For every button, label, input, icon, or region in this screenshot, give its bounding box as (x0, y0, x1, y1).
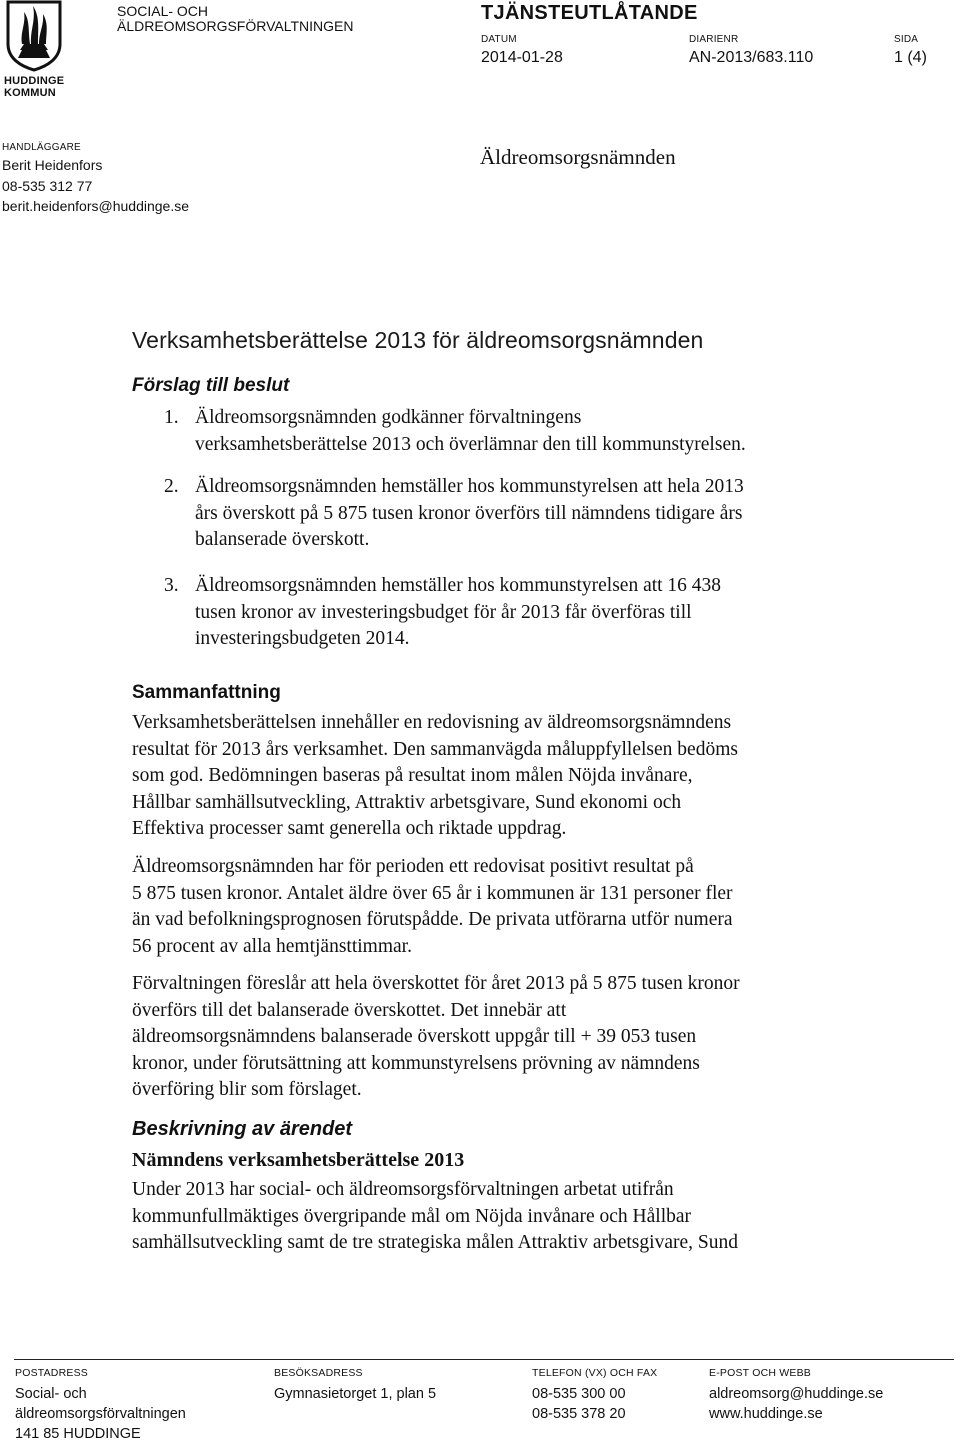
summary-paragraph-1: Verksamhetsberättelsen innehåller en redovisning av äldreomsorgsnämndens resultat för 2013 års verksamhet. Den sammanvägda måluppfyllelsen bedöms som god. Bedömningen baseras på resultat inom målen Nöjda invånare, Hållbar samhällsutveckling, Attraktiv arbetsgivare, Sund ekonomi och Effektiva processer samt generella och riktade uppdrag. (132, 712, 738, 839)
proposal-item-number: 3. (164, 575, 179, 596)
summary-paragraph-3: Förvaltningen föreslår att hela överskottet för året 2013 på 5 875 tusen kronor överförs till det balanserade överskottet. Det innebär att äldreomsorgsnämndens balanserade överskott uppgår till + 39 053 tusen kronor, under förutsättning att kommunstyrelsens prövning av nämndens överföring blir som förslaget. (132, 973, 740, 1100)
footer-postal-address: Social- och äldreomsorgsförvaltningen 141 85 HUDDINGE (15, 1386, 186, 1442)
footer-divider (14, 1359, 954, 1360)
proposal-heading: Förslag till beslut (132, 375, 290, 396)
org-name-line1: SOCIAL- OCH (117, 3, 209, 19)
document-type: TJÄNSTEUTLÅTANDE (481, 2, 698, 24)
proposal-item-number: 2. (164, 476, 179, 497)
description-heading: Beskrivning av ärendet (132, 1118, 353, 1140)
handler-name: Berit Heidenfors (2, 157, 103, 173)
document-date: 2014-01-28 (481, 49, 563, 66)
proposal-item-text: Äldreomsorgsnämnden godkänner förvaltningens verksamhetsberättelse 2013 och överlämnar den till kommunstyrelsen. (195, 407, 746, 455)
logo-line1: HUDDINGE (4, 75, 65, 87)
proposal-item-text: Äldreomsorgsnämnden hemställer hos kommunstyrelsen att hela 2013 års överskott på 5 875 tusen kronor överförs till nämndens tidigare års balanserade överskott. (195, 476, 744, 550)
municipality-logo (4, 0, 64, 100)
proposal-item-text: Äldreomsorgsnämnden hemställer hos kommunstyrelsen att 16 438 tusen kronor av investeringsbudget för år 2013 får överföras till investeringsbudgeten 2014. (195, 575, 722, 649)
footer-postal-label: POSTADRESS (15, 1367, 88, 1379)
recipient: Äldreomsorgsnämnden (480, 145, 676, 169)
document-title: Verksamhetsberättelse 2013 för äldreomsorgsnämnden (132, 327, 704, 353)
dnr-label: DIARIENR (689, 34, 739, 45)
page-number: 1 (4) (894, 49, 927, 66)
footer-visit-label: BESÖKSADRESS (274, 1367, 363, 1379)
footer-visit-address: Gymnasietorget 1, plan 5 (274, 1386, 437, 1402)
proposal-item-1 (164, 405, 904, 461)
document-dnr: AN-2013/683.110 (689, 49, 814, 66)
handler-email[interactable]: berit.heidenfors@huddinge.se (2, 198, 190, 214)
summary-heading: Sammanfattning (132, 682, 281, 703)
page-label: SIDA (894, 34, 919, 45)
coat-of-arms-icon (4, 0, 64, 72)
date-label: DATUM (481, 34, 517, 45)
description-paragraph: Under 2013 har social- och äldreomsorgsförvaltningen arbetat utifrån kommunfullmäktiges övergripande mål om Nöjda invånare och Hållbar samhällsutveckling samt de tre strategiska målen Attraktiv arbetsgivare, Sund (132, 1179, 738, 1253)
footer-phone-label: TELEFON (VX) OCH FAX (532, 1367, 658, 1379)
proposal-item-number: 1. (164, 407, 179, 428)
footer-email-label: E-POST OCH WEBB (709, 1367, 811, 1379)
handler-label: HANDLÄGGARE (2, 142, 81, 153)
description-subheading: Nämndens verksamhetsberättelse 2013 (132, 1149, 465, 1171)
footer-email-web[interactable]: aldreomsorg@huddinge.se www.huddinge.se (709, 1386, 884, 1422)
handler-phone: 08-535 312 77 (2, 178, 93, 194)
org-name-line2: ÄLDREOMSORGSFÖRVALTNINGEN (117, 18, 354, 34)
footer-phone-fax: 08-535 300 00 08-535 378 20 (532, 1386, 626, 1422)
proposal-item-2 (164, 474, 904, 556)
logo-line2: KOMMUN (4, 87, 56, 99)
proposal-item-3 (164, 573, 904, 655)
summary-paragraph-2: Äldreomsorgsnämnden har för perioden ett redovisat positivt resultat på 5 875 tusen kronor. Antalet äldre över 65 år i kommunen är 131 personer fler än vad befolkningsprognosen förutspådde. De privata utförarna utför numera 56 procent av alla hemtjänsttimmar. (132, 856, 733, 957)
